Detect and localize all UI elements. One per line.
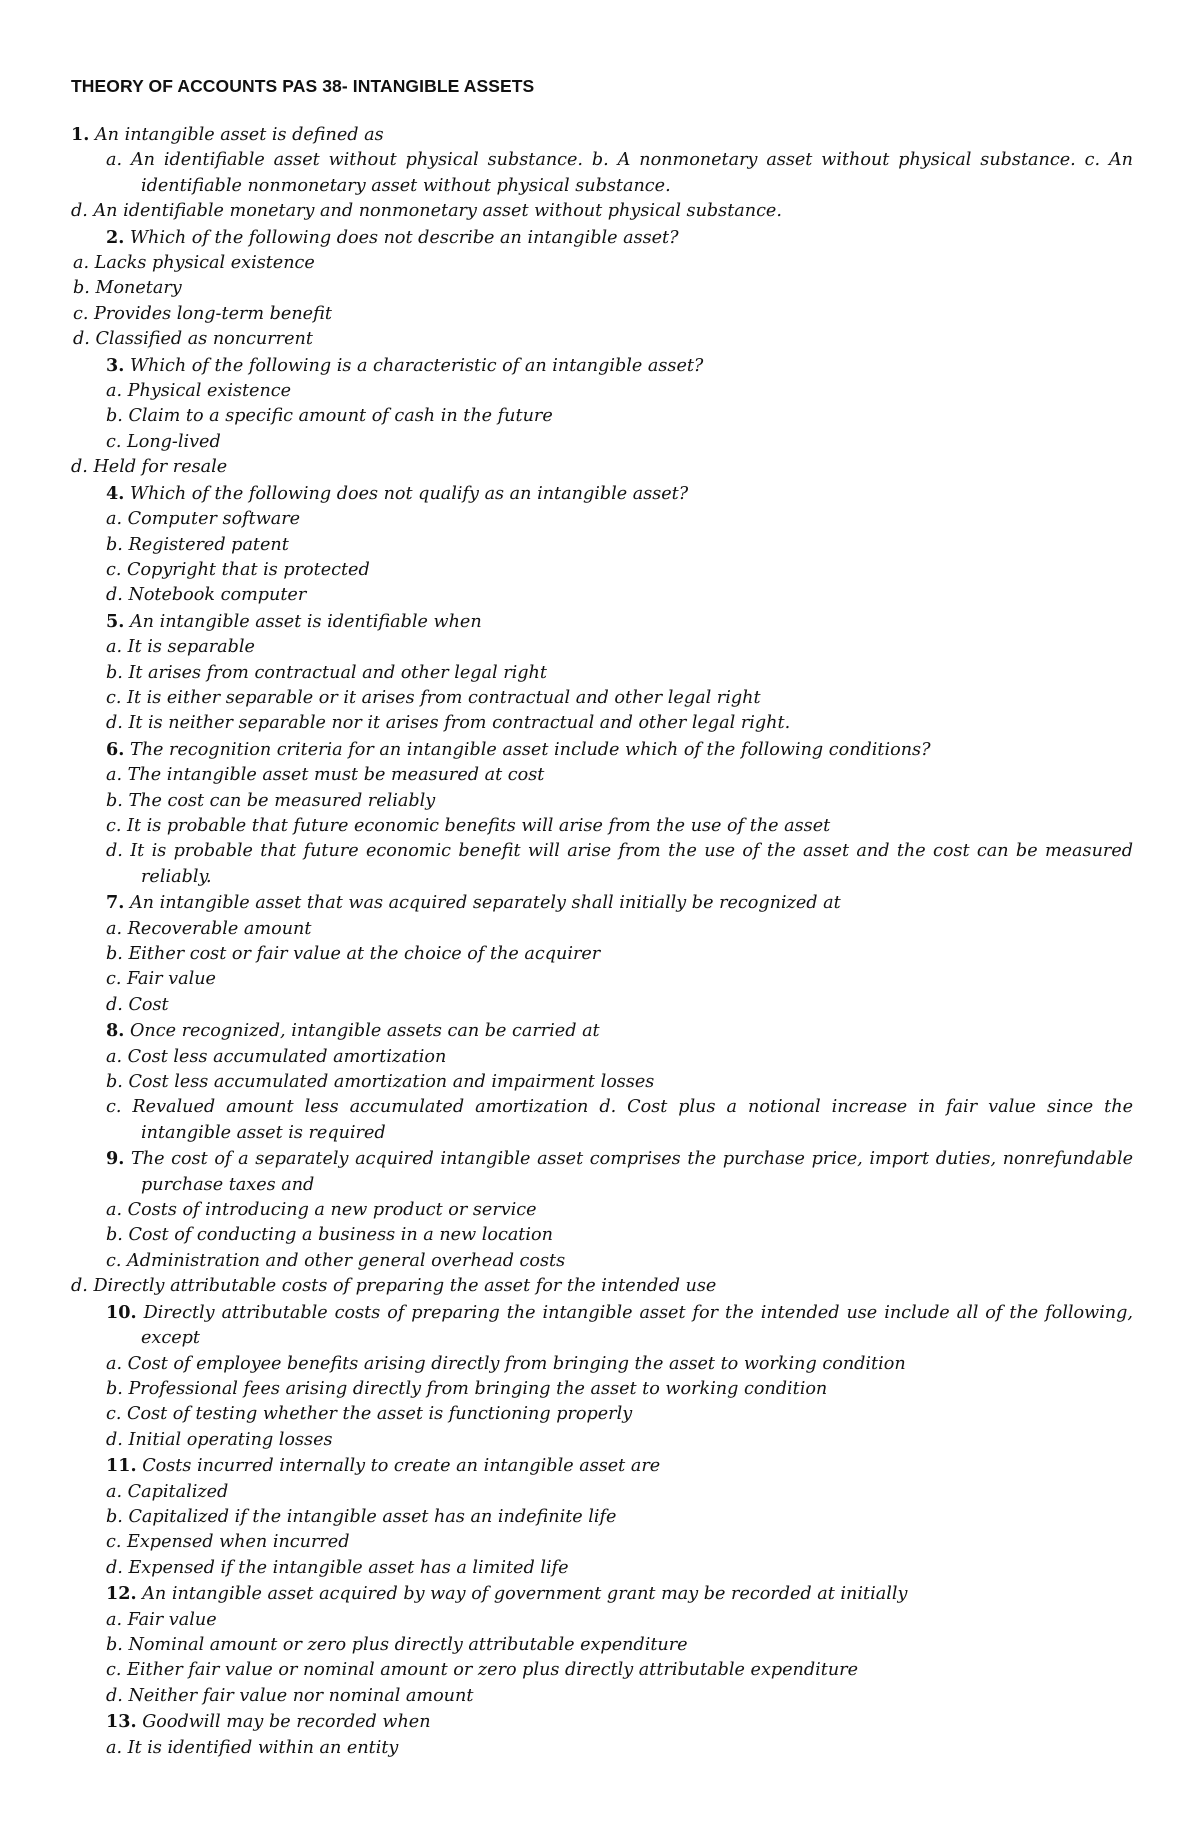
text-line bbox=[71, 1223, 1133, 1248]
question-text: The recognition criteria for an intangible asset include which of the following conditions? bbox=[129, 739, 931, 760]
line-text: intangible asset is required bbox=[141, 1122, 386, 1143]
text-line bbox=[71, 1121, 1133, 1146]
text-line bbox=[71, 1095, 1133, 1120]
text-line bbox=[71, 1633, 1133, 1658]
line-text: purchase taxes and bbox=[141, 1174, 315, 1195]
question-list bbox=[71, 122, 1133, 1761]
question-text: Goodwill may be recorded when bbox=[142, 1712, 431, 1733]
question-text: Costs incurred internally to create an intangible asset are bbox=[142, 1456, 661, 1477]
question-number: 12. bbox=[106, 1583, 137, 1605]
line-text: d. Held for resale bbox=[71, 457, 228, 478]
text-line bbox=[71, 1505, 1133, 1530]
line-text: b. Registered patent bbox=[106, 534, 289, 555]
line-text: c. Revalued amount less accumulated amortization d. Cost plus a notional increase in fair value since the bbox=[106, 1097, 1133, 1118]
question-line bbox=[71, 225, 1133, 251]
line-text: a. Fair value bbox=[106, 1609, 217, 1630]
line-text: b. Cost less accumulated amortization and impairment losses bbox=[106, 1072, 655, 1093]
text-line bbox=[71, 276, 1133, 301]
text-line bbox=[71, 661, 1133, 686]
document-title: THEORY OF ACCOUNTS PAS 38- INTANGIBLE ASSETS bbox=[71, 76, 535, 96]
text-line bbox=[71, 711, 1133, 736]
document-page bbox=[71, 76, 1133, 1761]
text-line bbox=[71, 1530, 1133, 1555]
question-line bbox=[71, 481, 1133, 507]
text-line bbox=[71, 686, 1133, 711]
line-text: except bbox=[141, 1328, 200, 1349]
line-text: c. It is probable that future economic benefits will arise from the use of the asset bbox=[106, 815, 831, 836]
question-number: 2. bbox=[106, 226, 125, 248]
text-line bbox=[71, 967, 1133, 992]
line-text: b. Claim to a specific amount of cash in the future bbox=[106, 406, 553, 427]
question-number: 7. bbox=[106, 892, 125, 914]
question-text: An intangible asset that was acquired separately shall initially be recognized at bbox=[129, 893, 841, 914]
text-line bbox=[71, 148, 1133, 173]
text-line bbox=[71, 558, 1133, 583]
line-text: d. An identifiable monetary and nonmonetary asset without physical substance. bbox=[71, 201, 782, 222]
text-line bbox=[71, 1352, 1133, 1377]
line-text: a. Cost of employee benefits arising directly from bringing the asset to working condition bbox=[106, 1353, 906, 1374]
text-line bbox=[71, 404, 1133, 429]
line-text: c. Fair value bbox=[106, 969, 216, 990]
line-text: c. Long-lived bbox=[106, 431, 221, 452]
text-line bbox=[71, 917, 1133, 942]
question-line bbox=[71, 1300, 1133, 1326]
question-line bbox=[71, 1146, 1133, 1172]
question-number: 9. bbox=[106, 1148, 125, 1170]
text-line bbox=[71, 174, 1133, 199]
line-text: d. Cost bbox=[106, 994, 169, 1015]
question-text: An intangible asset is identifiable when bbox=[129, 611, 482, 632]
line-text: c. Copyright that is protected bbox=[106, 559, 370, 580]
text-line bbox=[71, 1608, 1133, 1633]
question-number: 13. bbox=[106, 1711, 137, 1733]
text-line bbox=[71, 1070, 1133, 1095]
line-text: d. Directly attributable costs of preparing the asset for the intended use bbox=[71, 1276, 717, 1297]
text-line bbox=[71, 814, 1133, 839]
text-line bbox=[71, 1736, 1133, 1761]
question-text: An intangible asset acquired by way of government grant may be recorded at initially bbox=[142, 1584, 908, 1605]
text-line bbox=[71, 507, 1133, 532]
text-line bbox=[71, 865, 1133, 890]
question-text: Once recognized, intangible assets can be carried at bbox=[129, 1021, 600, 1042]
text-line bbox=[71, 1658, 1133, 1683]
question-text: Directly attributable costs of preparing the intangible asset for the intended use include all of the following, bbox=[143, 1302, 1133, 1323]
question-text: The cost of a separately acquired intangible asset comprises the purchase price, import duties, nonrefundable bbox=[131, 1149, 1134, 1170]
line-text: d. Classified as noncurrent bbox=[73, 329, 313, 350]
text-line bbox=[71, 302, 1133, 327]
line-text: a. It is separable bbox=[106, 637, 255, 658]
text-line bbox=[71, 327, 1133, 352]
line-text: b. The cost can be measured reliably bbox=[106, 790, 436, 811]
line-text: identifiable nonmonetary asset without physical substance. bbox=[141, 175, 671, 196]
text-line bbox=[71, 1045, 1133, 1070]
question-text: An intangible asset is defined as bbox=[94, 125, 384, 145]
text-line bbox=[71, 1402, 1133, 1427]
text-line bbox=[71, 1480, 1133, 1505]
line-text: d. Initial operating losses bbox=[106, 1429, 333, 1450]
text-line bbox=[71, 1173, 1133, 1198]
text-line bbox=[71, 942, 1133, 967]
text-line bbox=[71, 993, 1133, 1018]
text-line bbox=[71, 1326, 1133, 1351]
text-line bbox=[71, 1684, 1133, 1709]
line-text: b. Capitalized if the intangible asset has an indefinite life bbox=[106, 1506, 617, 1527]
text-line bbox=[71, 583, 1133, 608]
line-text: c. Cost of testing whether the asset is functioning properly bbox=[106, 1404, 633, 1425]
line-text: a. Computer software bbox=[106, 509, 301, 530]
question-text: Which of the following does not qualify as an intangible asset? bbox=[129, 483, 689, 504]
text-line bbox=[71, 199, 1133, 224]
line-text: c. Either fair value or nominal amount or zero plus directly attributable expenditure bbox=[106, 1660, 858, 1681]
line-text: b. Nominal amount or zero plus directly attributable expenditure bbox=[106, 1634, 688, 1655]
question-number: 5. bbox=[106, 610, 125, 632]
question-number: 6. bbox=[106, 738, 125, 760]
question-number: 11. bbox=[106, 1455, 137, 1477]
text-line bbox=[71, 455, 1133, 480]
line-text: a. Recoverable amount bbox=[106, 918, 312, 939]
text-line bbox=[71, 1249, 1133, 1274]
question-line bbox=[71, 609, 1133, 635]
question-number: 8. bbox=[106, 1020, 125, 1042]
line-text: b. Professional fees arising directly from bringing the asset to working condition bbox=[106, 1378, 828, 1399]
line-text: a. It is identified within an entity bbox=[106, 1737, 399, 1758]
line-text: d. Notebook computer bbox=[106, 585, 307, 606]
question-line bbox=[71, 1453, 1133, 1479]
text-line bbox=[71, 533, 1133, 558]
line-text: b. Either cost or fair value at the choice of the acquirer bbox=[106, 944, 601, 964]
text-line bbox=[71, 1556, 1133, 1581]
text-line bbox=[71, 1428, 1133, 1453]
text-line bbox=[71, 251, 1133, 276]
text-line bbox=[71, 430, 1133, 455]
line-text: b. Cost of conducting a business in a new location bbox=[106, 1225, 553, 1246]
line-text: d. Expensed if the intangible asset has a limited life bbox=[106, 1557, 569, 1578]
line-text: b. It arises from contractual and other legal right bbox=[106, 662, 547, 683]
line-text: a. Lacks physical existence bbox=[73, 253, 315, 274]
question-line bbox=[71, 1018, 1133, 1044]
text-line bbox=[71, 1377, 1133, 1402]
line-text: d. It is probable that future economic benefit will arise from the use of the asset and the cost can be measured bbox=[106, 841, 1133, 862]
question-number: 3. bbox=[106, 354, 125, 376]
line-text: reliably. bbox=[141, 866, 212, 887]
question-line bbox=[71, 737, 1133, 763]
line-text: a. Physical existence bbox=[106, 381, 292, 402]
line-text: a. Capitalized bbox=[106, 1481, 229, 1502]
text-line bbox=[71, 379, 1133, 404]
line-text: a. Cost less accumulated amortization bbox=[106, 1046, 447, 1067]
line-text: a. The intangible asset must be measured at cost bbox=[106, 765, 545, 786]
question-line bbox=[71, 1709, 1133, 1735]
text-line bbox=[71, 1274, 1133, 1299]
line-text: d. Neither fair value nor nominal amount bbox=[106, 1685, 474, 1706]
line-text: a. Costs of introducing a new product or service bbox=[106, 1200, 537, 1221]
question-text: Which of the following is a characteristic of an intangible asset? bbox=[129, 355, 704, 376]
question-line bbox=[71, 122, 1133, 148]
question-number: 1. bbox=[71, 124, 90, 145]
text-line bbox=[71, 1198, 1133, 1223]
text-line bbox=[71, 789, 1133, 814]
line-text: b. Monetary bbox=[73, 278, 182, 299]
line-text: c. Provides long-term benefit bbox=[73, 303, 332, 324]
question-line bbox=[71, 1581, 1133, 1607]
text-line bbox=[71, 763, 1133, 788]
line-text: d. It is neither separable nor it arises from contractual and other legal right. bbox=[106, 713, 791, 734]
line-text: a. An identifiable asset without physical substance. b. A nonmonetary asset without physical substance. c. An bbox=[106, 150, 1133, 171]
text-line bbox=[71, 635, 1133, 660]
line-text: c. Expensed when incurred bbox=[106, 1532, 350, 1553]
question-number: 10. bbox=[106, 1301, 137, 1323]
line-text: c. Administration and other general overhead costs bbox=[106, 1250, 566, 1271]
line-text: c. It is either separable or it arises from contractual and other legal right bbox=[106, 687, 761, 708]
question-line bbox=[71, 353, 1133, 379]
question-number: 4. bbox=[106, 482, 125, 504]
question-text: Which of the following does not describe an intangible asset? bbox=[129, 227, 679, 248]
text-line bbox=[71, 839, 1133, 864]
question-line bbox=[71, 890, 1133, 916]
